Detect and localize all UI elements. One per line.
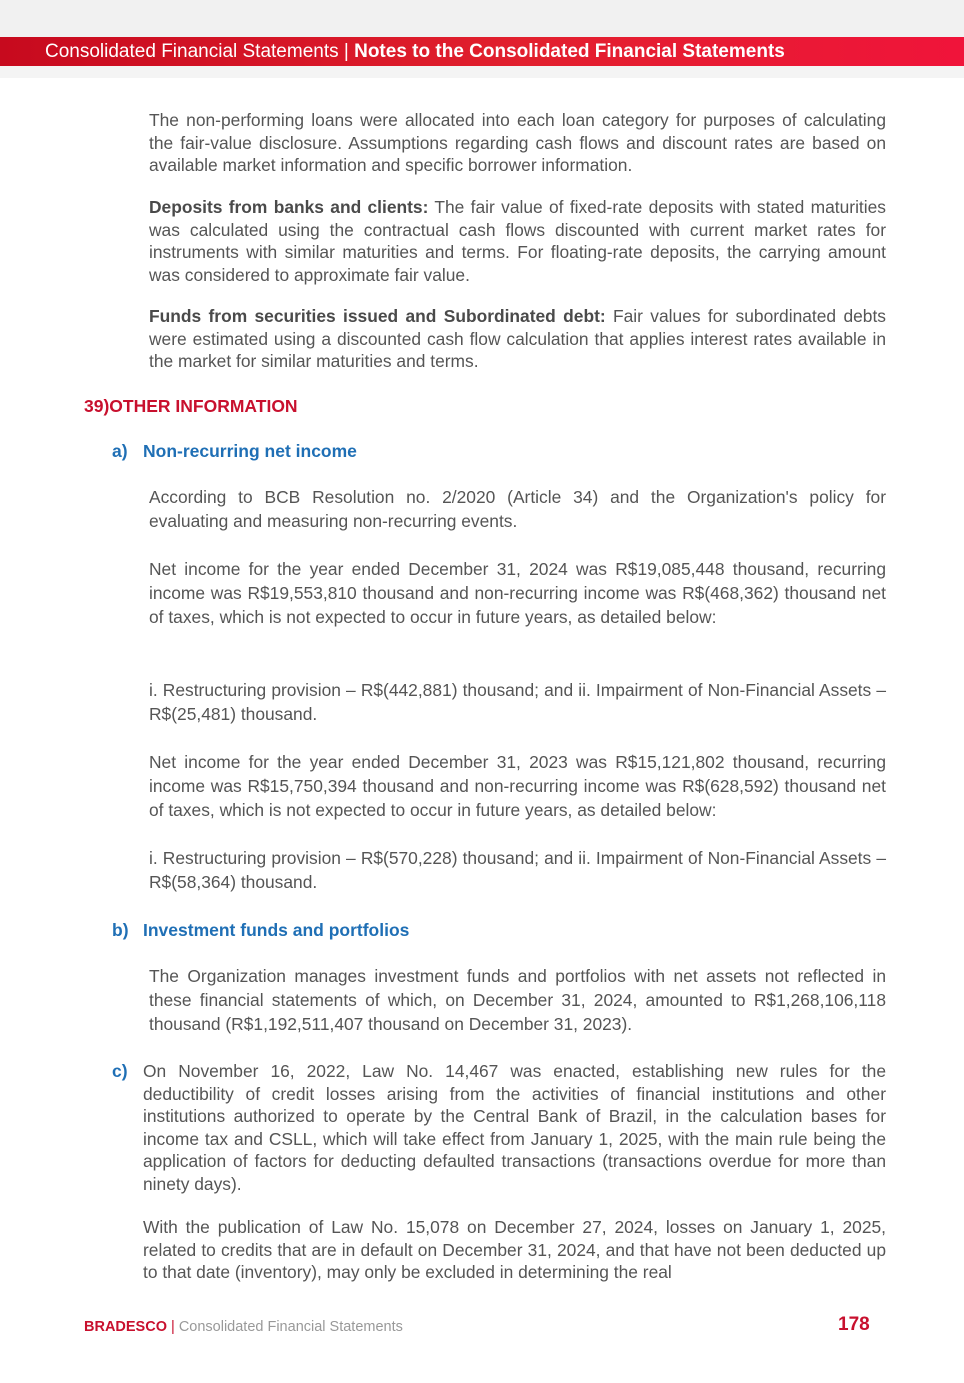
funds-label: Funds from securities issued and Subordinated debt: [149,306,606,326]
footer-separator: | [166,1319,179,1335]
footer-text: Consolidated Financial Statements [178,1319,403,1335]
paragraph-a5: i. Restructuring provision – R$(570,228) thousand; and ii. Impairment of Non-Financial Assets – R$(58,364) thousand. [149,848,886,892]
paragraph-a3: i. Restructuring provision – R$(442,881) thousand; and ii. Impairment of Non-Financial Assets – R$(25,481) thousand. [149,680,886,724]
paragraph-c1: On November 16, 2022, Law No. 14,467 was enacted, establishing new rules for the deductibility of credit losses arising from the activities of financial institutions and other institutions authorized to operate by the Central Bank of Brazil, in the calculation bases for income tax and CSLL, which will take effect from January 1, 2025, with the main rule being the application of factors for deducting defaulted transactions (transactions overdue for more than ninety days). [143,1061,886,1194]
item-c-label: c) [112,1061,128,1081]
header-separator: | [338,41,355,62]
deposits-label: Deposits from banks and clients: [149,197,429,217]
paragraph-funds-securities [149,305,886,373]
subheading-b [112,919,409,941]
page-number: 178 [838,1314,870,1335]
paragraph-deposits [149,196,886,286]
footer-brand: BRADESCO [84,1319,167,1335]
subheading-a-label: a) [112,441,128,461]
paragraph-a1: According to BCB Resolution no. 2/2020 (Article 34) and the Organization's policy for evaluating and measuring non-recurring events. [149,487,886,531]
paragraph-a4: Net income for the year ended December 31, 2023 was R$15,121,802 thousand, recurring income was R$15,750,394 thousand and non-recurring income was R$(628,592) thousand net of taxes, which is not expected to occur in future years, as detailed below: [149,752,886,820]
paragraph-nonperforming-loans: The non-performing loans were allocated into each loan category for purposes of calculating the fair-value disclosure. Assumptions regarding cash flows and discount rates are based on available market information and specific borrower information. [149,110,886,175]
deposits-text: The fair value of fixed-rate deposits with stated maturities was calculated using the contractual cash flows discounted with current market rates for instruments with similar maturities and terms. For floating-rate deposits, the carrying amount was considered to approximate fair value. [149,197,886,285]
subheading-a-title: Non-recurring net income [143,441,357,461]
funds-text: Fair values for subordinated debts were estimated using a discounted cash flow calculation that applies interest rates available in the market for similar maturities and terms. [149,306,886,371]
paragraph-c2: With the publication of Law No. 15,078 on December 27, 2024, losses on January 1, 2025, related to credits that are in default on December 31, 2024, and that have not been deducted up to that date (inventory), may only be excluded in determining the real [143,1217,886,1282]
subheading-a [112,440,357,462]
page-header-banner [0,37,964,66]
header-subsection: Notes to the Consolidated Financial Statements [354,41,785,62]
header-underlay [0,66,964,78]
subheading-b-label: b) [112,920,129,940]
top-margin [0,0,964,37]
subheading-b-title: Investment funds and portfolios [143,920,410,940]
paragraph-a2: Net income for the year ended December 31, 2024 was R$19,085,448 thousand, recurring income was R$19,553,810 thousand and non-recurring income was R$(468,362) thousand net of taxes, which is not expected to occur in future years, as detailed below: [149,559,886,627]
paragraph-b1: The Organization manages investment funds and portfolios with net assets not reflected in these financial statements of which, on December 31, 2024, amounted to R$1,268,106,118 thousand (R$1,192,511,407 thousand on December 31, 2023). [149,966,886,1034]
header-section: Consolidated Financial Statements [45,41,339,62]
section-heading-39: 39)OTHER INFORMATION [84,396,298,416]
footer [84,1317,403,1337]
